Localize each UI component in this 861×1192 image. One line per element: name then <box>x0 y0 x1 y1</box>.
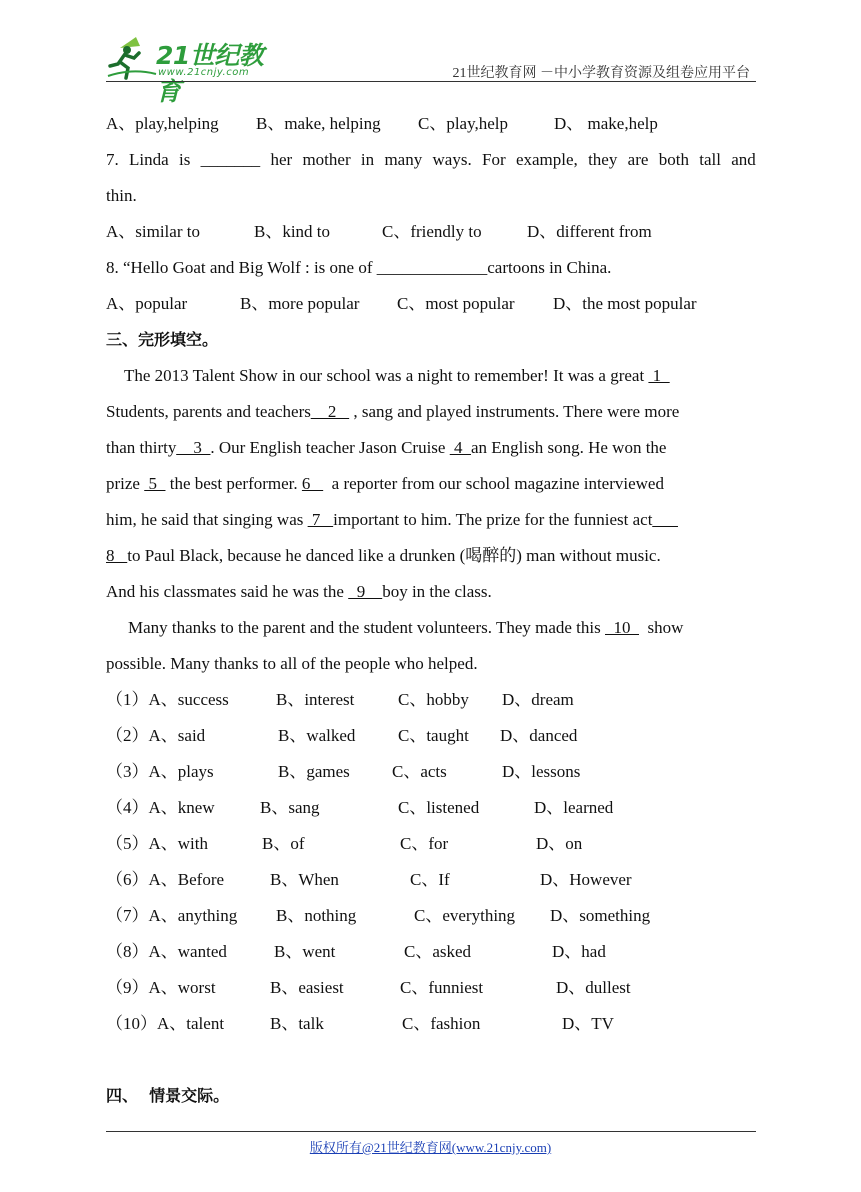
q7-word: 7. <box>106 150 119 169</box>
passage-line <box>106 466 756 502</box>
passage-line <box>106 430 756 466</box>
passage-text: prize <box>106 474 145 493</box>
q7-word: is <box>179 150 191 169</box>
q7-word: in <box>360 150 375 169</box>
cloze-option-a: （3）A、plays <box>106 762 214 781</box>
passage-text: , sang and played instruments. There were more <box>349 402 680 421</box>
cloze-option-b: B、walked <box>278 726 356 745</box>
cloze-option-c: C、taught <box>398 726 469 745</box>
cloze-option-row <box>106 934 756 970</box>
q6-option-c: C、play,help <box>418 114 509 133</box>
cloze-option-c: C、hobby <box>398 690 469 709</box>
cloze-option-b: B、easiest <box>270 978 344 997</box>
passage-line <box>106 610 756 646</box>
cloze-option-a: （9）A、worst <box>106 978 216 997</box>
q7-word: For <box>482 150 506 169</box>
blank-3: __3_ <box>176 438 211 457</box>
cloze-option-d: D、dullest <box>556 978 631 997</box>
blank-8: 8 <box>106 546 128 565</box>
runner-logo-icon <box>106 34 158 82</box>
blank-1: 1 <box>648 366 670 385</box>
cloze-option-c: C、If <box>410 870 450 889</box>
cloze-option-b: B、went <box>274 942 336 961</box>
logo-wordmark: 21世纪教育 <box>156 41 264 106</box>
cloze-option-b: B、nothing <box>276 906 357 925</box>
cloze-option-c: C、listened <box>398 798 480 817</box>
q7-options <box>106 214 756 250</box>
q6-option-b: B、make, helping <box>256 114 381 133</box>
passage-text: a reporter from our school magazine interviewed <box>323 474 664 493</box>
cloze-option-row <box>106 862 756 898</box>
cloze-option-a: （10）A、talent <box>106 1014 225 1033</box>
q7-word: both <box>658 150 689 169</box>
cloze-option-b: B、interest <box>276 690 355 709</box>
q7-word: her <box>270 150 293 169</box>
spacer <box>106 1042 756 1078</box>
passage-text: And his classmates said he was the <box>106 582 349 601</box>
cloze-option-a: （2）A、said <box>106 726 206 745</box>
q6-option-a: A、play,helping <box>106 114 219 133</box>
passage-text: The 2013 Talent Show in our school was a night to remember! It was a great <box>124 366 649 385</box>
cloze-option-d: D、something <box>550 906 651 925</box>
blank-2: __2_ <box>310 402 350 421</box>
cloze-option-d: D、on <box>536 834 583 853</box>
cloze-option-b: B、talk <box>270 1014 324 1033</box>
cloze-option-c: C、everything <box>414 906 516 925</box>
passage-line <box>106 538 756 574</box>
q7-stem-cont: thin. <box>106 186 137 205</box>
passage-text: than thirty <box>106 438 177 457</box>
cloze-options-list <box>106 682 756 1042</box>
header-divider <box>106 81 756 82</box>
cloze-option-row <box>106 1006 756 1042</box>
blank-9: 9 <box>348 582 383 601</box>
q7-word: Linda <box>129 150 169 169</box>
cloze-option-d: D、had <box>552 942 606 961</box>
cloze-option-row <box>106 754 756 790</box>
passage-text: him, he said that singing was <box>106 510 308 529</box>
cloze-option-row <box>106 826 756 862</box>
q6-option-d: D、 make,help <box>554 114 658 133</box>
q7-word: example, <box>515 150 578 169</box>
blank-8-start: ___ <box>652 510 678 529</box>
cloze-option-a: （7）A、anything <box>106 906 238 925</box>
cloze-option-d: D、However <box>540 870 632 889</box>
blank-5: 5 <box>144 474 166 493</box>
cloze-option-row <box>106 898 756 934</box>
q8-options <box>106 286 756 322</box>
passage-text: an English song. He won the <box>470 438 667 457</box>
q7-option-b: B、kind to <box>254 222 331 241</box>
cloze-option-b: B、sang <box>260 798 320 817</box>
q7-word: many <box>384 150 423 169</box>
cloze-option-row <box>106 790 756 826</box>
q8-stem: 8. “Hello Goat and Big Wolf : is one of _____________cartoons in China. <box>106 258 612 277</box>
blank-7: 7 <box>307 510 334 529</box>
q7-option-c: C、friendly to <box>382 222 482 241</box>
q8-option-d: D、the most popular <box>553 294 697 313</box>
blank-4: 4 <box>449 438 471 457</box>
cloze-option-a: （1）A、success <box>106 690 229 709</box>
passage-text: the best performer. <box>165 474 302 493</box>
cloze-option-d: D、lessons <box>502 762 581 781</box>
passage-text: Students, parents and teachers <box>106 402 311 421</box>
cloze-option-d: D、dream <box>502 690 574 709</box>
cloze-option-a: （4）A、knew <box>106 798 215 817</box>
q7-word: mother <box>302 150 351 169</box>
section-4-heading: 四、 情景交际。 <box>106 1086 230 1105</box>
cloze-option-b: B、games <box>278 762 350 781</box>
footer-divider <box>106 1131 756 1132</box>
footer-copyright-link[interactable]: 版权所有@21世纪教育网(www.21cnjy.com) <box>309 1140 552 1155</box>
cloze-option-row <box>106 718 756 754</box>
cloze-option-c: C、acts <box>392 762 447 781</box>
passage-line <box>106 394 756 430</box>
q7-option-d: D、different from <box>527 222 652 241</box>
cloze-option-b: B、When <box>270 870 339 889</box>
passage-text: show <box>639 618 684 637</box>
passage-text: Many thanks to the parent and the student volunteers. They made this <box>128 618 605 637</box>
cloze-option-b: B、of <box>262 834 305 853</box>
cloze-option-c: C、for <box>400 834 449 853</box>
cloze-option-c: C、funniest <box>400 978 484 997</box>
passage-text: boy in the class. <box>382 582 492 601</box>
cloze-option-d: D、danced <box>500 726 578 745</box>
q7-blank: _______ <box>200 150 261 169</box>
document-body <box>106 106 756 1114</box>
cloze-option-a: （6）A、Before <box>106 870 225 889</box>
cloze-option-row <box>106 682 756 718</box>
header-tagline: 21世纪教育网 －中小学教育资源及组卷应用平台 <box>452 66 750 81</box>
passage-line <box>106 574 756 610</box>
passage-line <box>106 502 756 538</box>
q8-option-c: C、most popular <box>397 294 515 313</box>
passage-text: . Our English teacher Jason Cruise <box>210 438 450 457</box>
blank-10: 10 <box>605 618 639 637</box>
passage-text: important to him. The prize for the funniest act <box>333 510 653 529</box>
cloze-option-row <box>106 970 756 1006</box>
q8-option-b: B、more popular <box>240 294 360 313</box>
q7-option-a: A、similar to <box>106 222 200 241</box>
q7-word: and <box>731 150 756 169</box>
passage-line <box>106 358 756 394</box>
q8-option-a: A、popular <box>106 294 188 313</box>
q7-stem <box>106 142 756 178</box>
cloze-option-a: （8）A、wanted <box>106 942 227 961</box>
cloze-option-a: （5）A、with <box>106 834 208 853</box>
logo-url: www.21cnjy.com <box>158 67 250 78</box>
q7-word: ways. <box>432 150 472 169</box>
q7-word: tall <box>699 150 721 169</box>
cloze-option-c: C、asked <box>404 942 472 961</box>
passage-line: possible. Many thanks to all of the people who helped. <box>106 654 478 673</box>
q7-word: they <box>588 150 618 169</box>
q6-options <box>106 106 756 142</box>
blank-6: 6 <box>301 474 324 493</box>
page-header <box>106 30 756 106</box>
passage-text: to Paul Black, because he danced like a drunken (喝醉的) man without music. <box>127 546 661 565</box>
cloze-option-d: D、learned <box>534 798 614 817</box>
section-3-heading: 三、完形填空。 <box>106 330 219 349</box>
cloze-option-d: D、TV <box>562 1014 614 1033</box>
site-logo[interactable] <box>106 34 281 106</box>
cloze-option-c: C、fashion <box>402 1014 481 1033</box>
q7-word: are <box>627 150 649 169</box>
